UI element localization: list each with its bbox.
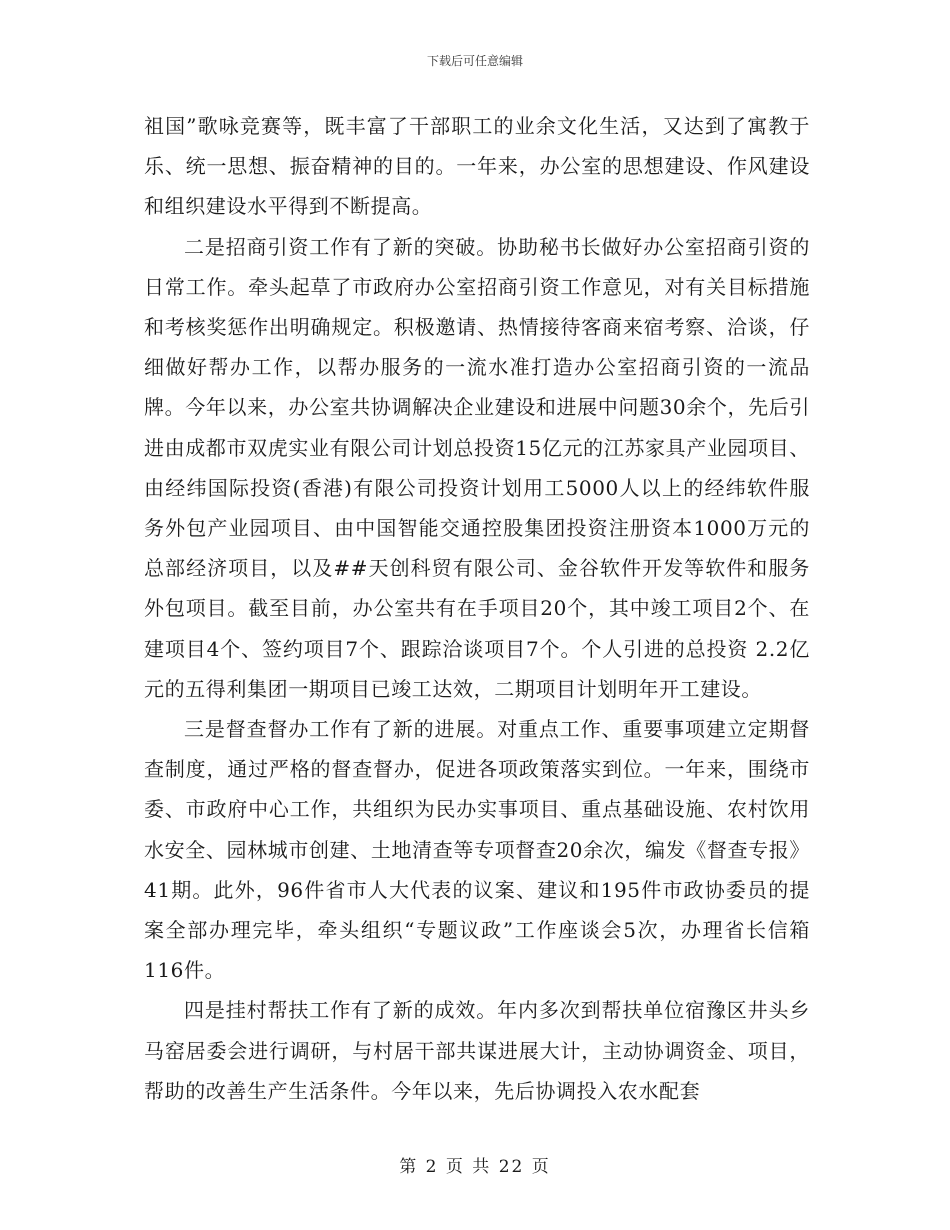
paragraph-investment: 二是招商引资工作有了新的突破。协助秘书长做好办公室招商引资的日常工作。牵头起草了市政府办公室招商引资工作意见，对有关目标措施和考核奖惩作出明确规定。积极邀请、热情接待客商来宿考察、洽谈，仔细做好帮办工作，以帮办服务的一流水准打造办公室招商引资的一流品牌。今年以来，办公室共协调解决企业建设和进展中问题30余个，先后引进由成都市双虎实业有限公司计划总投资15亿元的江苏家具产业园项目、由经纬国际投资(香港)有限公司投资计划用工5000人以上的经纬软件服务外包产业园项目、由中国智能交通控股集团投资注册资本1000万元的总部经济项目，以及##天创科贸有限公司、金谷软件开发等软件和服务外包项目。截至目前，办公室共有在手项目20个，其中竣工项目2个、在建项目4个、签约项目7个、跟踪洽谈项目7个。个人引进的总投资 2.2亿元的五得利集团一期项目已竣工达效，二期项目计划明年开工建设。	[144, 234, 810, 701]
page-number: 第 2 页 共 22 页	[399, 1157, 551, 1177]
paragraph-continuation: 祖国”歌咏竞赛等，既丰富了干部职工的业余文化生活，又达到了寓教于乐、统一思想、振奋精神的目的。一年来，办公室的思想建设、作风建设和组织建设水平得到不断提高。	[144, 114, 810, 219]
paragraph-supervision: 三是督查督办工作有了新的进展。对重点工作、重要事项建立定期督查制度，通过严格的督查督办，促进各项政策落实到位。一年来，围绕市委、市政府中心工作，共组织为民办实事项目、重点基础设施、农村饮用水安全、园林城市创建、土地清查等专项督查20余次，编发《督查专报》41期。此外，96件省市人大代表的议案、建议和195件市政协委员的提案全部办理完毕，牵头组织“专题议政”工作座谈会5次，办理省长信箱116件。	[144, 717, 810, 983]
document-body	[144, 106, 810, 1111]
page-header: 下载后可任意编辑	[426, 54, 523, 68]
paragraph-village-support: 四是挂村帮扶工作有了新的成效。年内多次到帮扶单位宿豫区井头乡马窑居委会进行调研，与村居干部共谋进展大计，主动协调资金、项目，帮助的改善生产生活条件。今年以来，先后协调投入农水配套	[144, 998, 810, 1103]
